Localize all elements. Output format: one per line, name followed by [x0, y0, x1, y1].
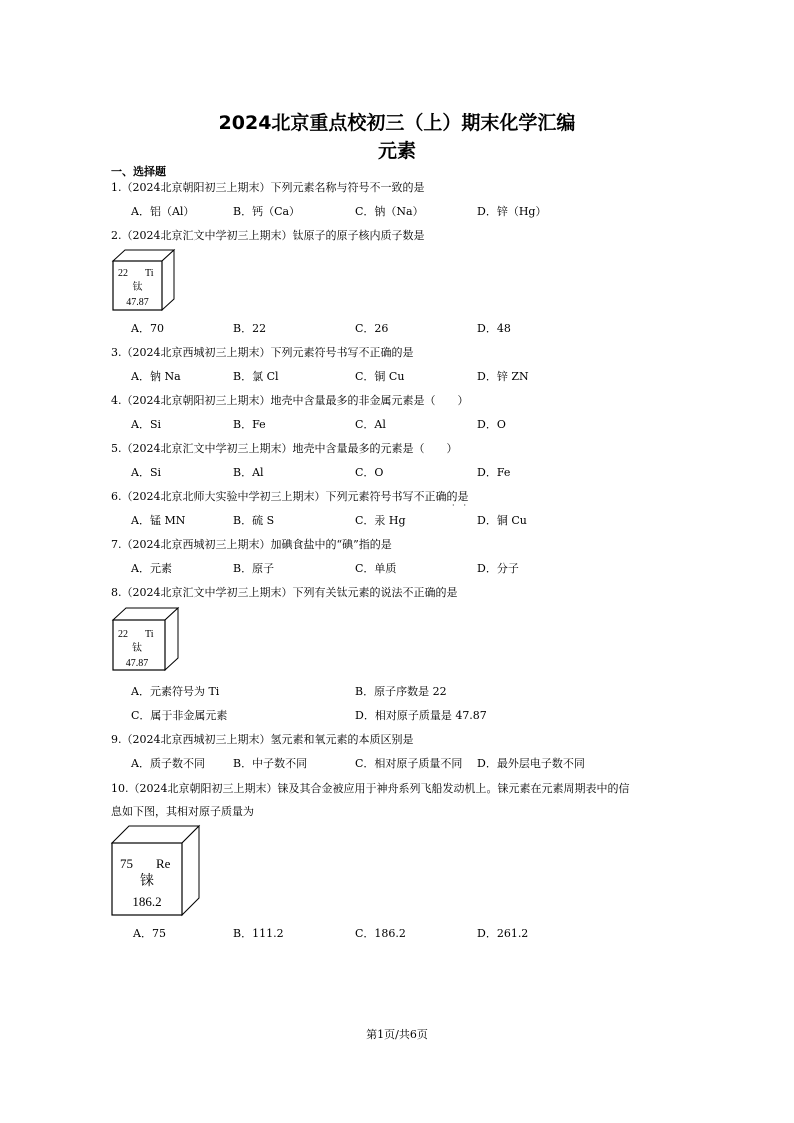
element-mass: 47.87	[126, 297, 149, 308]
element-symbol: Ti	[145, 268, 154, 279]
element-card-titanium	[112, 249, 176, 313]
question-1-option-a: A．铝（Al）	[131, 205, 195, 218]
question-5-option-b: B．Al	[233, 466, 264, 479]
question-2-option-b: B．22	[233, 322, 267, 335]
element-mass: 186.2	[132, 894, 162, 909]
question-3-option-d: D．锌 ZN	[477, 370, 529, 383]
question-9-stem: 9.（2024北京西城初三上期末）氢元素和氧元素的本质区别是	[111, 733, 414, 746]
question-10-stem-line-2: 息如下图，其相对原子质量为	[111, 805, 254, 818]
element-name: 铼	[140, 874, 154, 889]
question-6-option-b: B．硫 S	[233, 514, 275, 527]
question-2-option-c: C．26	[355, 322, 389, 335]
question-4-option-c: C．Al	[355, 418, 386, 431]
document-subtitle: 元素	[377, 140, 416, 162]
question-7-stem: 7.（2024北京西城初三上期末）加碘食盐中的“碘”指的是	[111, 538, 392, 551]
question-3-stem: 3.（2024北京西城初三上期末）下列元素符号书写不正确的是	[111, 346, 414, 359]
question-1-option-c: C．钠（Na）	[355, 205, 424, 218]
question-5-stem: 5.（2024北京汇文中学初三上期末）地壳中含量最多的元素是（ ）	[111, 442, 458, 455]
question-10-option-a: A．75	[133, 927, 166, 940]
question-9-option-a: A．质子数不同	[131, 757, 205, 770]
question-4-stem: 4.（2024北京朝阳初三上期末）地壳中含量最多的非金属元素是（ ）	[111, 394, 469, 407]
question-8-option-d: D．相对原子质量是 47.87	[355, 709, 487, 722]
question-3-option-b: B．氯 Cl	[233, 370, 279, 383]
document-title: 2024北京重点校初三（上）期末化学汇编	[218, 112, 576, 134]
question-9-option-d: D．最外层电子数不同	[477, 757, 585, 770]
section-heading: 一、选择题	[111, 165, 166, 178]
question-2-option-a: A．70	[131, 322, 164, 335]
question-10-stem-line-1: 10.（2024北京朝阳初三上期末）铼及其合金被应用于神舟系列飞船发动机上。铼元素在元素周期表中的信	[111, 782, 630, 795]
question-10-option-c: C．186.2	[355, 927, 406, 940]
question-2-option-d: D．48	[477, 322, 511, 335]
question-4-option-d: D．O	[477, 418, 506, 431]
question-8-option-b: B．原子序数是 22	[355, 685, 447, 698]
question-8-stem: 8.（2024北京汇文中学初三上期末）下列有关钛元素的说法不正确的是	[111, 586, 458, 599]
element-number: 22	[118, 629, 128, 640]
question-10-option-b: B．111.2	[233, 927, 284, 940]
emphasis-dots: ··	[452, 501, 476, 510]
element-name: 钛	[132, 282, 143, 293]
element-name: 钛	[132, 643, 142, 654]
element-card-rhenium	[111, 825, 201, 917]
question-3-option-c: C．铜 Cu	[355, 370, 405, 383]
question-8-option-a: A．元素符号为 Ti	[131, 685, 220, 698]
question-5-option-d: D．Fe	[477, 466, 511, 479]
question-1-stem: 1.（2024北京朝阳初三上期末）下列元素名称与符号不一致的是	[111, 181, 425, 194]
question-8-option-c: C．属于非金属元素	[131, 709, 228, 722]
question-7-option-c: C．单质	[355, 562, 397, 575]
question-6-option-d: D．铜 Cu	[477, 514, 527, 527]
question-7-option-a: A．元素	[131, 562, 172, 575]
question-9-option-b: B．中子数不同	[233, 757, 308, 770]
question-5-option-c: C．O	[355, 466, 384, 479]
question-3-option-a: A．钠 Na	[131, 370, 181, 383]
question-4-option-a: A．Si	[131, 418, 161, 431]
page-footer: 第1页/共6页	[366, 1028, 428, 1041]
question-6-option-c: C．汞 Hg	[355, 514, 406, 527]
question-6-option-a: A．锰 MN	[131, 514, 186, 527]
question-5-option-a: A．Si	[131, 466, 161, 479]
element-number: 75	[120, 856, 133, 871]
question-4-option-b: B．Fe	[233, 418, 266, 431]
question-2-stem: 2.（2024北京汇文中学初三上期末）钛原子的原子核内质子数是	[111, 229, 425, 242]
question-6-stem: 6.（2024北京北师大实验中学初三上期末）下列元素符号书写不正确的是	[111, 490, 469, 503]
element-symbol: Re	[156, 856, 171, 871]
question-7-option-d: D．分子	[477, 562, 519, 575]
element-mass: 47.87	[125, 658, 149, 669]
element-card-titanium	[112, 607, 180, 672]
question-7-option-b: B．原子	[233, 562, 275, 575]
question-9-option-c: C．相对原子质量不同	[355, 757, 463, 770]
question-10-option-d: D．261.2	[477, 927, 529, 940]
element-symbol: Ti	[145, 629, 154, 640]
question-1-option-b: B．钙（Ca）	[233, 205, 301, 218]
question-1-option-d: D．锌（Hg）	[477, 205, 547, 218]
element-number: 22	[118, 268, 128, 279]
